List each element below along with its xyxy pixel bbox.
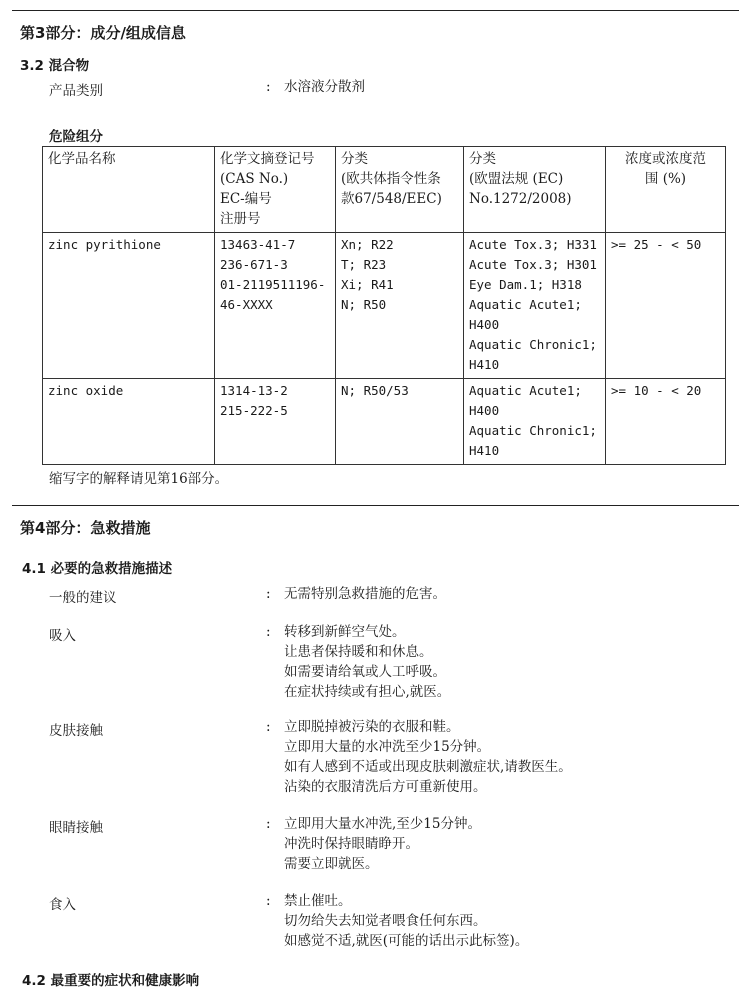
section-divider (12, 505, 739, 506)
header-concentration: 浓度或浓度范 围 (%) (606, 147, 726, 233)
colon: : (266, 586, 271, 602)
cell-concentration: >= 25 - < 50 (606, 233, 726, 379)
subsection-4-2-title: 4.2 最重要的症状和健康影响 (22, 973, 200, 989)
abbreviation-note: 缩写字的解释请见第16部分。 (49, 471, 229, 487)
section4-title: 第4部分：急救措施 (20, 519, 151, 537)
header-chemical-name: 化学品名称 (43, 147, 215, 233)
cell-chemical-name: zinc oxide (43, 379, 215, 465)
cell-chemical-name: zinc pyrithione (43, 233, 215, 379)
table-row (43, 379, 726, 465)
first-aid-text-eyes: 立即用大量水冲洗,至少15分钟。 冲洗时保持眼睛睁开。 需要立即就医。 (284, 816, 481, 872)
cell-classification-clp: Acute Tox.3; H331 Acute Tox.3; H301 Eye Dam.1; H318 Aquatic Acute1; H400 Aquatic Chronic1; H410 (464, 233, 606, 379)
subsection-4-1-title: 4.1 必要的急救措施描述 (22, 561, 173, 577)
section-divider (12, 10, 739, 11)
section3-title: 第3部分：成分/组成信息 (20, 24, 186, 42)
colon: : (266, 624, 271, 640)
product-type-label: 产品类别 (49, 83, 103, 99)
first-aid-label-skin: 皮肤接触 (49, 723, 103, 739)
subsection-3-2-title: 3.2 混合物 (20, 58, 90, 74)
colon: : (266, 816, 271, 832)
colon: : (266, 79, 271, 95)
cell-classification-clp: Aquatic Acute1; H400 Aquatic Chronic1; H410 (464, 379, 606, 465)
header-classification-clp: 分类 (欧盟法规 (EC) No.1272/2008) (464, 147, 606, 233)
first-aid-label-ingestion: 食入 (49, 897, 76, 913)
cell-cas-no: 1314-13-2 215-222-5 (215, 379, 336, 465)
table-row (43, 233, 726, 379)
first-aid-text-general: 无需特别急救措施的危害。 (284, 586, 446, 602)
cell-cas-no: 13463-41-7 236-671-3 01-2119511196- 46-XXXX (215, 233, 336, 379)
cell-classification-eec: N; R50/53 (336, 379, 464, 465)
header-classification-eec: 分类 (欧共体指令性条 款67/548/EEC) (336, 147, 464, 233)
first-aid-text-skin: 立即脱掉被污染的衣服和鞋。 立即用大量的水冲洗至少15分钟。 如有人感到不适或出现皮肤刺激症状,请教医生。 沾染的衣服清洗后方可重新使用。 (284, 719, 572, 795)
first-aid-text-ingestion: 禁止催吐。 切勿给失去知觉者喂食任何东西。 如感觉不适,就医(可能的话出示此标签)。 (284, 893, 529, 949)
first-aid-label-inhalation: 吸入 (49, 628, 76, 644)
hazard-components-heading: 危险组分 (49, 129, 103, 145)
table-header-row (43, 147, 726, 233)
first-aid-label-general: 一般的建议 (49, 590, 117, 606)
colon: : (266, 719, 271, 735)
header-cas-no: 化学文摘登记号 (CAS No.) EC-编号 注册号 (215, 147, 336, 233)
first-aid-text-inhalation: 转移到新鲜空气处。 让患者保持暖和和休息。 如需要请给氧或人工呼吸。 在症状持续或有担心,就医。 (284, 624, 451, 700)
cell-classification-eec: Xn; R22 T; R23 Xi; R41 N; R50 (336, 233, 464, 379)
cell-concentration: >= 10 - < 20 (606, 379, 726, 465)
hazard-components-table (42, 146, 726, 465)
first-aid-label-eyes: 眼睛接触 (49, 820, 103, 836)
product-type-value: 水溶液分散剂 (284, 79, 365, 95)
colon: : (266, 893, 271, 909)
